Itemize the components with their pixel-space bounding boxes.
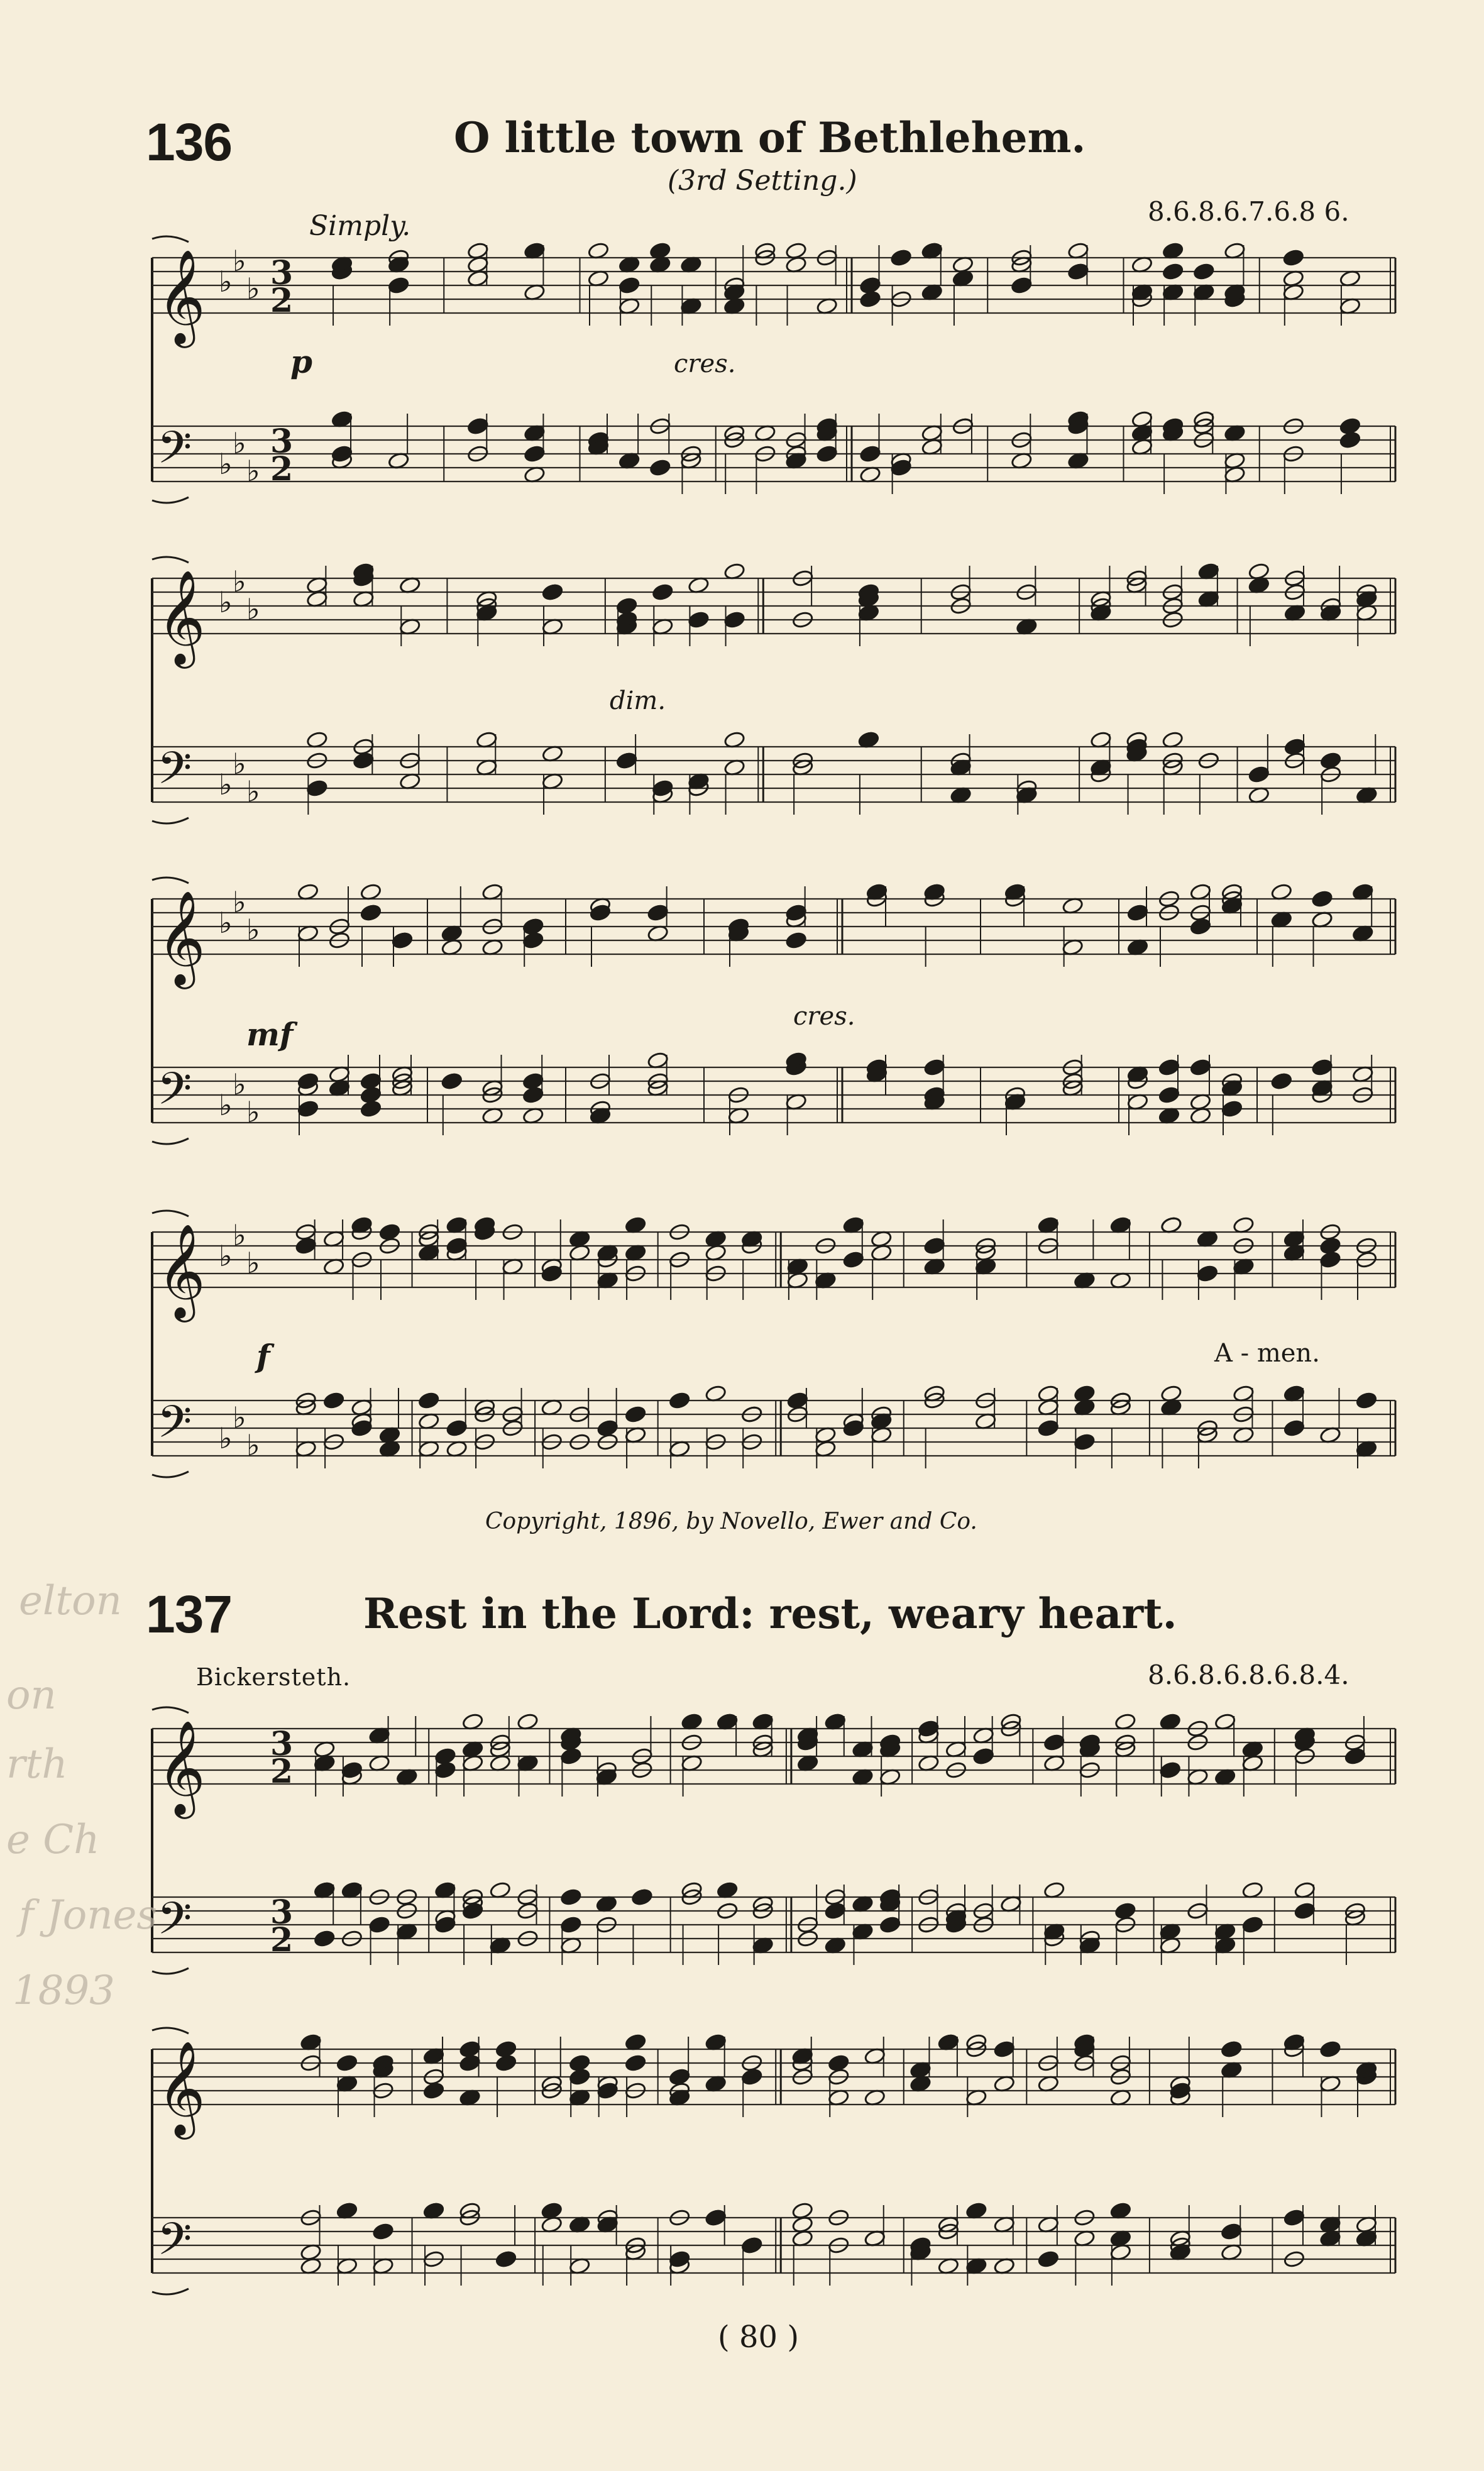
note-head <box>522 1072 544 1090</box>
key-flat: ♭ <box>233 426 246 460</box>
note-head <box>378 1223 400 1241</box>
note-head <box>1037 1419 1059 1437</box>
brace-bottom <box>152 1138 189 1144</box>
note-head <box>1241 1915 1263 1934</box>
note-head <box>1294 1901 1316 1920</box>
dynamic-mf: mf <box>246 1016 294 1053</box>
note-head <box>560 1888 582 1906</box>
brace-top <box>152 1211 189 1216</box>
key-flat: ♭ <box>246 774 260 808</box>
note-head <box>1248 765 1270 783</box>
bass-clef: 𝄢 <box>157 1396 192 1459</box>
hymn-136-system-3 <box>145 861 1402 1169</box>
note-head <box>669 2067 691 2086</box>
margin-note-2: on <box>6 1672 57 1719</box>
treble-clef: 𝄞 <box>157 1719 206 1815</box>
margin-note-3: rth <box>6 1741 68 1788</box>
note-head <box>306 779 328 797</box>
note-head <box>625 1405 647 1423</box>
key-flat: ♭ <box>219 265 233 299</box>
time-sig-lower: 2 <box>270 450 294 488</box>
treble-clef: 𝄞 <box>157 248 206 344</box>
key-flat: ♭ <box>246 1246 260 1280</box>
hymn-137-title: Rest in the Lord: rest, weary heart. <box>363 1589 1177 1638</box>
bass-clef: 𝄢 <box>157 1063 192 1126</box>
treble-clef: 𝄞 <box>157 569 206 664</box>
bass-clef: 𝄢 <box>157 422 192 485</box>
note-head <box>890 248 912 267</box>
note-head <box>1221 2222 1243 2240</box>
note-head <box>859 276 881 294</box>
margin-note-5: f Jones <box>19 1892 158 1939</box>
hymn-136-system-1 <box>145 220 1402 509</box>
note-head <box>923 1058 945 1076</box>
key-flat: ♭ <box>219 1421 233 1455</box>
note-head <box>495 2054 517 2072</box>
treble-clef: 𝄞 <box>157 2040 206 2135</box>
note-head <box>1189 1058 1211 1076</box>
note-head <box>652 583 674 601</box>
key-flat: ♭ <box>246 454 260 488</box>
note-head <box>542 583 564 601</box>
brace-bottom <box>152 497 189 503</box>
note-head <box>524 444 546 463</box>
hymn-136-title: O little town of Bethlehem. <box>454 113 1086 162</box>
hymn-137-system-2 <box>145 2011 1402 2307</box>
note-head <box>828 2054 850 2072</box>
margin-note-1: elton <box>19 1578 122 1624</box>
dynamic-p: p <box>290 343 312 380</box>
note-head <box>879 1915 901 1934</box>
margin-note-4: e Ch <box>6 1817 100 1863</box>
note-head <box>1114 1901 1136 1920</box>
note-head <box>688 610 710 629</box>
note-head <box>1355 1391 1377 1409</box>
brace-top <box>152 557 189 563</box>
note-head <box>446 1419 468 1437</box>
dynamic-dim: dim. <box>610 686 666 715</box>
note-head <box>1339 417 1361 435</box>
note-head <box>616 751 638 769</box>
note-head <box>842 1250 864 1269</box>
note-head <box>785 931 807 949</box>
note-head <box>336 2054 358 2072</box>
note-head <box>1074 1433 1096 1451</box>
amen-lyric: A - men. <box>1214 1339 1320 1368</box>
note-head <box>1189 917 1211 935</box>
note-head <box>418 1391 440 1409</box>
note-head <box>1158 1086 1180 1104</box>
key-flat: ♭ <box>219 1088 233 1122</box>
key-flat: ♭ <box>246 1095 260 1129</box>
hymn-136-meter: 8.6.8.6.7.6.8 6. <box>1148 196 1349 227</box>
key-flat: ♭ <box>219 906 233 940</box>
hymn-136-tempo: Simply. <box>309 210 411 242</box>
note-head <box>1158 1058 1180 1076</box>
key-flat: ♭ <box>233 885 246 919</box>
note-head <box>625 2054 647 2072</box>
hymn-137-system-1 <box>145 1691 1402 1980</box>
hymn-136-system-4 <box>145 1194 1402 1509</box>
hymn-136-number: 136 <box>146 113 233 172</box>
note-head <box>705 2208 727 2226</box>
hymn-137-tune-name: Bickersteth. <box>196 1663 351 1691</box>
note-head <box>560 1915 582 1934</box>
note-head <box>360 1099 382 1118</box>
note-head <box>1037 2250 1059 2268</box>
note-head <box>360 1072 382 1090</box>
note-head <box>1126 903 1148 922</box>
dynamic-cres-2: cres. <box>793 1002 855 1031</box>
note-head <box>388 276 410 294</box>
note-head <box>1221 2040 1243 2058</box>
note-head <box>372 2222 394 2240</box>
note-head <box>1162 262 1184 280</box>
brace-bottom <box>152 818 189 823</box>
key-flat: ♭ <box>219 585 233 619</box>
key-flat: ♭ <box>233 1218 246 1252</box>
note-head <box>1159 1761 1181 1779</box>
bass-clef: 𝄢 <box>157 742 192 805</box>
brace-top <box>152 2028 189 2033</box>
time-sig-upper: 3 <box>270 1725 294 1763</box>
key-flat: ♭ <box>219 1239 233 1273</box>
hymn-136-setting: (3rd Setting.) <box>668 165 857 197</box>
key-flat: ♭ <box>246 592 260 626</box>
note-head <box>391 931 413 949</box>
note-head <box>1011 276 1033 294</box>
note-head <box>1311 1058 1333 1076</box>
note-head <box>1319 1250 1341 1269</box>
note-head <box>569 2067 591 2086</box>
brace-bottom <box>152 2289 189 2294</box>
key-flat: ♭ <box>233 564 246 598</box>
note-head <box>1319 2040 1341 2058</box>
key-flat: ♭ <box>246 913 260 947</box>
note-head <box>669 1391 691 1409</box>
note-head <box>649 458 671 476</box>
note-head <box>1311 889 1333 908</box>
note-head <box>467 417 489 435</box>
key-flat: ♭ <box>233 747 246 781</box>
dynamic-cres-1: cres. <box>674 349 736 378</box>
note-head <box>647 903 669 922</box>
note-head <box>1221 1099 1243 1118</box>
note-head <box>618 276 640 294</box>
note-head <box>972 1747 994 1765</box>
bass-clef: 𝄢 <box>157 2213 192 2276</box>
note-head <box>522 917 544 935</box>
treble-clef: 𝄞 <box>157 889 206 985</box>
note-head <box>434 1761 456 1779</box>
key-flat: ♭ <box>219 447 233 481</box>
note-head <box>323 1391 345 1409</box>
page-number: ( 80 ) <box>718 2320 800 2355</box>
hymn-136-system-2 <box>145 541 1402 830</box>
note-head <box>859 444 881 463</box>
note-head <box>616 597 638 615</box>
note-head <box>1283 737 1305 756</box>
key-flat: ♭ <box>233 244 246 278</box>
time-sig-upper: 3 <box>270 254 294 292</box>
note-head <box>1283 1419 1305 1437</box>
note-head <box>314 1929 336 1947</box>
note-head <box>459 2040 481 2058</box>
note-head <box>1193 262 1215 280</box>
key-flat: ♭ <box>246 272 260 305</box>
treble-clef: 𝄞 <box>157 1223 206 1318</box>
note-head <box>1196 1264 1218 1282</box>
brace-top <box>152 878 189 883</box>
note-head <box>1283 2208 1305 2226</box>
dynamic-f: f <box>256 1338 270 1375</box>
note-head <box>368 1915 390 1934</box>
brace-bottom <box>152 1472 189 1477</box>
hymn-137-number: 137 <box>146 1585 233 1644</box>
time-sig-lower: 2 <box>270 282 294 320</box>
note-head <box>631 1888 653 1906</box>
time-sig-lower: 2 <box>270 1921 294 1959</box>
time-sig-upper: 3 <box>270 422 294 461</box>
note-head <box>1270 1072 1292 1090</box>
note-head <box>816 444 838 463</box>
bass-clef: 𝄢 <box>157 1893 192 1956</box>
note-head <box>723 610 745 629</box>
hymn-137-meter: 8.6.8.6.8.6.8.4. <box>1148 1659 1349 1690</box>
brace-bottom <box>152 1968 189 1974</box>
note-head <box>360 903 382 922</box>
key-flat: ♭ <box>219 768 233 801</box>
note-head <box>1344 1747 1366 1765</box>
note-head <box>1282 248 1304 267</box>
key-flat: ♭ <box>233 1401 246 1434</box>
note-head <box>495 2250 517 2268</box>
note-head <box>824 1901 846 1920</box>
brace-top <box>152 1707 189 1713</box>
margin-note-6: 1893 <box>13 1967 115 2014</box>
note-head <box>741 2236 763 2254</box>
copyright-notice: Copyright, 1896, by Novello, Ewer and Co. <box>485 1509 977 1534</box>
time-sig-upper: 3 <box>270 1893 294 1932</box>
note-head <box>993 2040 1015 2058</box>
key-flat: ♭ <box>233 1067 246 1101</box>
note-head <box>297 1099 319 1118</box>
brace-top <box>152 236 189 242</box>
time-sig-lower: 2 <box>270 1753 294 1791</box>
note-head <box>1043 1733 1065 1751</box>
key-flat: ♭ <box>246 1428 260 1462</box>
